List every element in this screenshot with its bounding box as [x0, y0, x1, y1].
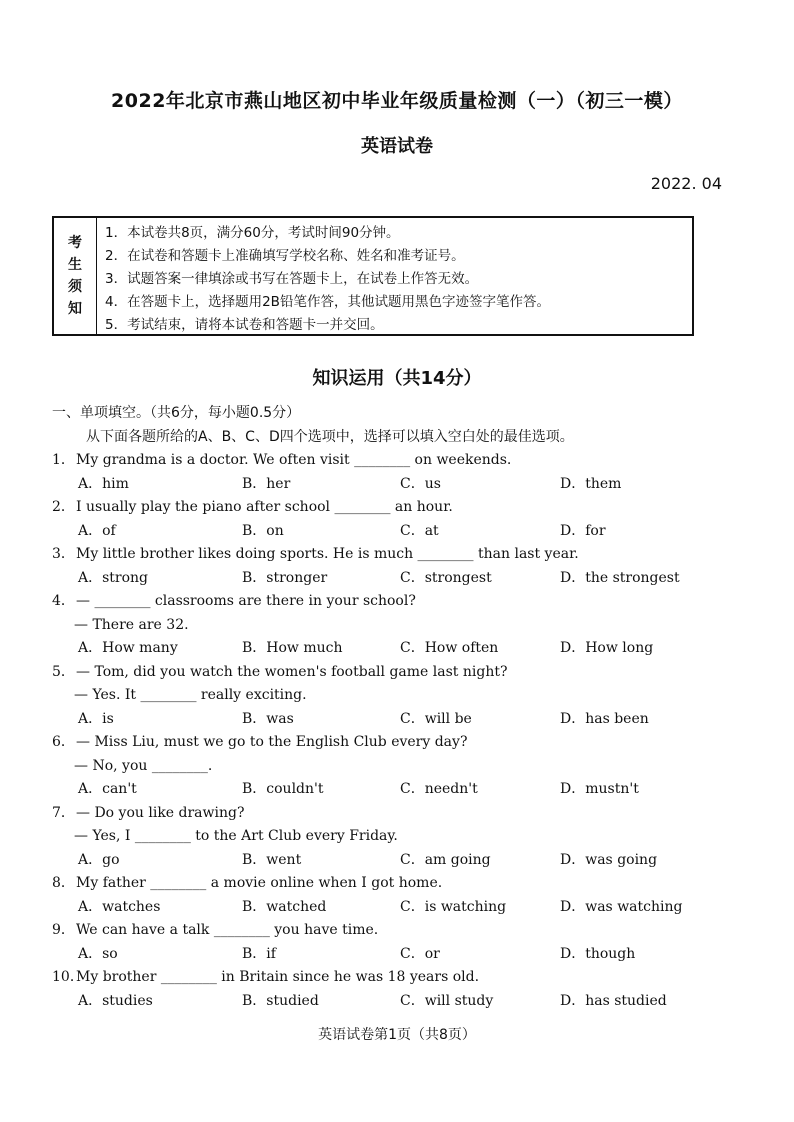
option-row: [52, 896, 742, 920]
option-row: [52, 990, 742, 1014]
option-b: B．studied: [242, 992, 319, 1009]
question-item: [52, 966, 742, 1013]
option-b: B．watched: [242, 898, 327, 915]
option-c: C．needn't: [400, 781, 478, 797]
question-text: My little brother likes doing sports. He is much ________ than last year.: [76, 546, 579, 562]
question-text: My brother ________ in Britain since he was 18 years old.: [76, 969, 480, 985]
notice-item: 4．在答题卡上，选择题用2B铅笔作答，其他试题用黑色字迹签字笔作答。: [105, 294, 550, 310]
question-number: 6．: [52, 734, 75, 750]
question-item: [52, 802, 742, 873]
option-b: B．on: [242, 522, 284, 539]
question-item: [52, 543, 742, 590]
question-list: [52, 449, 742, 1013]
option-a: A．so: [78, 945, 118, 962]
option-c: C．or: [400, 945, 440, 962]
part-heading: 一、单项填空。（共6分，每小题0.5分）: [52, 405, 301, 421]
question-text: My grandma is a doctor. We often visit ________ on weekends.: [76, 452, 512, 468]
option-d: D．has studied: [560, 992, 667, 1009]
option-a: A．of: [78, 522, 116, 539]
question-stem: [52, 661, 742, 685]
question-text: — ________ classrooms are there in your school?: [76, 593, 416, 609]
option-c: C．is watching: [400, 898, 507, 915]
notice-box: [52, 216, 694, 336]
question-stem: [52, 449, 742, 473]
notice-item: 1．本试卷共8页，满分60分，考试时间90分钟。: [105, 225, 400, 241]
question-stem: [52, 802, 742, 826]
section-title: 知识运用（共14分）: [312, 368, 482, 389]
notice-label-char: 须: [68, 279, 82, 295]
question-number: 1．: [52, 452, 75, 468]
question-dialogue-line: [52, 825, 742, 849]
option-b: B．went: [242, 851, 302, 868]
question-text: — Yes, I ________ to the Art Club every Friday.: [74, 828, 398, 844]
question-stem: [52, 496, 742, 520]
option-b: B．was: [242, 710, 294, 727]
option-d: D．the strongest: [560, 569, 680, 586]
exam-title: 2022年北京市燕山地区初中毕业年级质量检测（一）（初三一模）: [111, 90, 683, 112]
question-number: 3．: [52, 546, 75, 562]
exam-subtitle: 英语试卷: [361, 136, 433, 157]
option-c: C．us: [400, 475, 441, 492]
question-dialogue-line: [52, 684, 742, 708]
option-b: B．How much: [242, 640, 343, 656]
question-text: I usually play the piano after school ________ an hour.: [76, 499, 453, 515]
notice-label: [54, 218, 97, 334]
question-dialogue-line: [52, 755, 742, 779]
option-row: [52, 778, 742, 802]
option-c: C．How often: [400, 640, 499, 656]
question-text: — There are 32.: [74, 616, 189, 633]
question-dialogue-line: [52, 614, 742, 638]
question-number: 7．: [52, 804, 75, 821]
question-text: — Do you like drawing?: [76, 804, 245, 821]
question-text: My father ________ a movie online when I got home.: [76, 875, 443, 891]
option-row: [52, 943, 742, 967]
part-instruction: 从下面各题所给的A、B、C、D四个选项中，选择可以填入空白处的最佳选项。: [86, 429, 574, 445]
option-d: D．mustn't: [560, 781, 639, 797]
option-c: C．will study: [400, 992, 494, 1009]
question-item: [52, 449, 742, 496]
option-b: B．her: [242, 475, 291, 492]
option-b: B．stronger: [242, 569, 328, 586]
option-a: A．studies: [78, 992, 153, 1009]
option-row: [52, 567, 742, 591]
option-b: B．if: [242, 945, 276, 962]
option-row: [52, 637, 742, 661]
option-c: C．am going: [400, 851, 491, 868]
option-b: B．couldn't: [242, 781, 324, 797]
question-text: — Miss Liu, must we go to the English Club every day?: [76, 734, 468, 750]
option-a: A．strong: [78, 569, 149, 586]
question-item: [52, 872, 742, 919]
notice-item: 5．考试结束，请将本试卷和答题卡一并交回。: [105, 317, 384, 333]
question-number: 9．: [52, 922, 75, 938]
question-item: [52, 919, 742, 966]
option-c: C．will be: [400, 710, 472, 727]
option-row: [52, 708, 742, 732]
notice-items: [97, 218, 550, 334]
question-stem: [52, 731, 742, 755]
question-item: [52, 661, 742, 732]
question-item: [52, 731, 742, 802]
option-d: D．has been: [560, 710, 649, 727]
question-stem: [52, 919, 742, 943]
option-a: A．go: [78, 851, 120, 868]
option-a: A．is: [78, 710, 114, 727]
question-number: 4．: [52, 593, 75, 609]
option-d: D．was watching: [560, 898, 683, 915]
option-d: D．How long: [560, 640, 654, 656]
question-number: 8．: [52, 875, 75, 891]
question-item: [52, 590, 742, 661]
option-row: [52, 520, 742, 544]
notice-item: 2．在试卷和答题卡上准确填写学校名称、姓名和准考证号。: [105, 248, 465, 264]
question-number: 2．: [52, 499, 75, 515]
page-footer: 英语试卷第1页（共8页）: [318, 1027, 476, 1043]
question-stem: [52, 543, 742, 567]
question-text: — Tom, did you watch the women's football game last night?: [76, 663, 508, 680]
option-a: A．him: [78, 475, 129, 492]
notice-label-char: 生: [68, 257, 82, 273]
option-c: C．strongest: [400, 569, 492, 586]
exam-date: 2022. 04: [650, 174, 722, 193]
question-stem: [52, 590, 742, 614]
question-stem: [52, 966, 742, 990]
notice-label-char: 考: [68, 235, 82, 251]
option-row: [52, 849, 742, 873]
question-text: — Yes. It ________ really exciting.: [74, 687, 307, 703]
question-text: — No, you ________.: [74, 757, 213, 774]
option-a: A．watches: [78, 898, 161, 915]
question-number: 5．: [52, 663, 75, 680]
question-stem: [52, 872, 742, 896]
question-item: [52, 496, 742, 543]
option-a: A．can't: [78, 781, 137, 797]
option-d: D．them: [560, 475, 622, 492]
option-c: C．at: [400, 522, 439, 539]
option-a: A．How many: [78, 640, 178, 656]
option-d: D．for: [560, 522, 606, 539]
notice-label-char: 知: [68, 301, 82, 317]
question-number: 10．: [52, 969, 84, 985]
option-d: D．though: [560, 945, 636, 962]
option-row: [52, 473, 742, 497]
question-text: We can have a talk ________ you have time.: [76, 922, 379, 938]
option-d: D．was going: [560, 851, 658, 868]
notice-item: 3．试题答案一律填涂或书写在答题卡上，在试卷上作答无效。: [105, 271, 479, 287]
